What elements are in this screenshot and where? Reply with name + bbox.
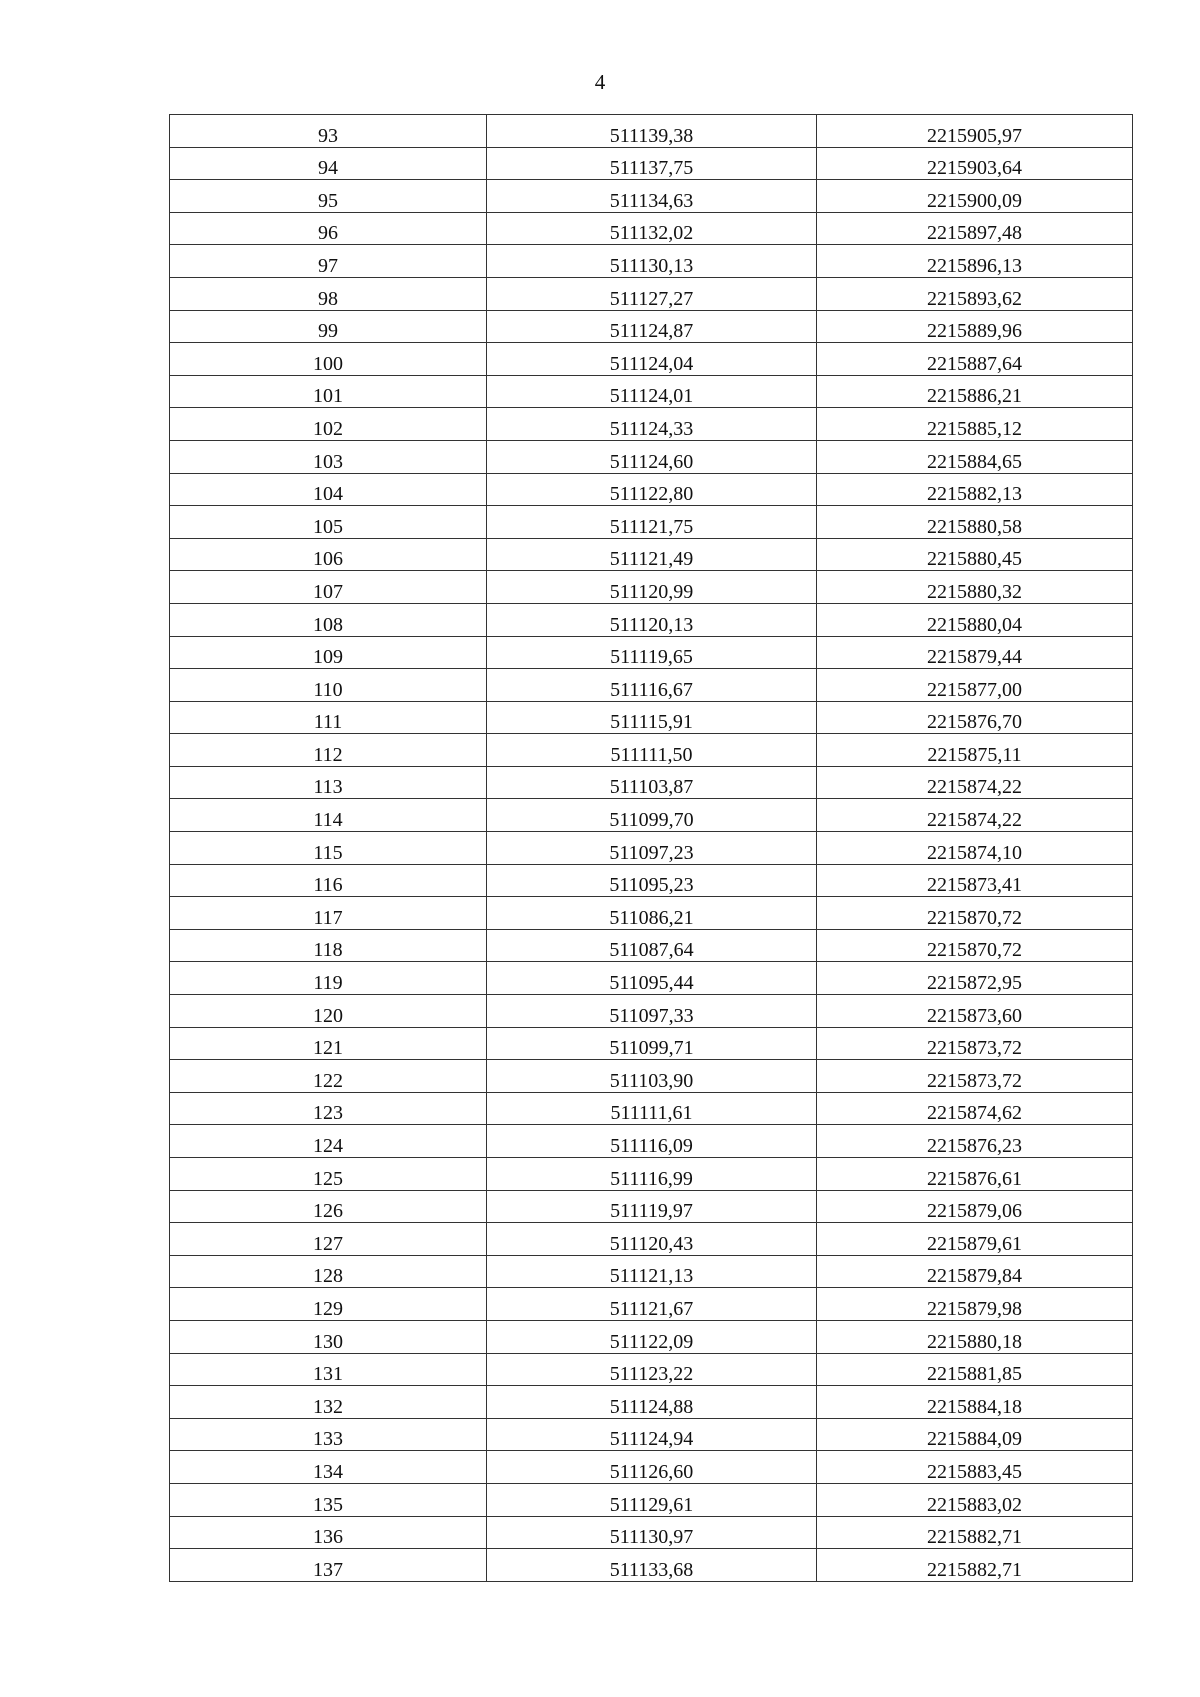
point-number-cell: 103 [170,440,487,473]
y-coordinate-cell: 2215877,00 [817,669,1133,702]
x-coordinate-cell: 511095,44 [487,962,817,995]
x-coordinate-cell: 511119,97 [487,1190,817,1223]
x-coordinate-cell: 511097,33 [487,995,817,1028]
table-row [170,245,1133,278]
table-row [170,636,1133,669]
y-coordinate-cell: 2215881,85 [817,1353,1133,1386]
y-coordinate-cell: 2215882,71 [817,1549,1133,1582]
table-row [170,669,1133,702]
y-coordinate-cell: 2215876,23 [817,1125,1133,1158]
table-row [170,310,1133,343]
x-coordinate-cell: 511130,97 [487,1516,817,1549]
point-number-cell: 125 [170,1158,487,1191]
x-coordinate-cell: 511124,33 [487,408,817,441]
y-coordinate-cell: 2215880,45 [817,538,1133,571]
y-coordinate-cell: 2215879,06 [817,1190,1133,1223]
point-number-cell: 134 [170,1451,487,1484]
y-coordinate-cell: 2215884,65 [817,440,1133,473]
x-coordinate-cell: 511095,23 [487,864,817,897]
y-coordinate-cell: 2215873,41 [817,864,1133,897]
x-coordinate-cell: 511139,38 [487,115,817,148]
y-coordinate-cell: 2215876,61 [817,1158,1133,1191]
x-coordinate-cell: 511124,04 [487,343,817,376]
x-coordinate-cell: 511120,43 [487,1223,817,1256]
y-coordinate-cell: 2215874,22 [817,766,1133,799]
x-coordinate-cell: 511119,65 [487,636,817,669]
table-row [170,571,1133,604]
point-number-cell: 102 [170,408,487,441]
point-number-cell: 97 [170,245,487,278]
table-row [170,603,1133,636]
table-row [170,1092,1133,1125]
x-coordinate-cell: 511086,21 [487,897,817,930]
table-row [170,147,1133,180]
y-coordinate-cell: 2215885,12 [817,408,1133,441]
y-coordinate-cell: 2215889,96 [817,310,1133,343]
table-row [170,766,1133,799]
y-coordinate-cell: 2215882,13 [817,473,1133,506]
y-coordinate-cell: 2215873,60 [817,995,1133,1028]
point-number-cell: 132 [170,1386,487,1419]
point-number-cell: 105 [170,506,487,539]
x-coordinate-cell: 511124,60 [487,440,817,473]
y-coordinate-cell: 2215879,61 [817,1223,1133,1256]
point-number-cell: 136 [170,1516,487,1549]
x-coordinate-cell: 511111,61 [487,1092,817,1125]
table-row [170,1125,1133,1158]
table-row [170,506,1133,539]
coordinates-table [169,114,1133,1582]
x-coordinate-cell: 511116,09 [487,1125,817,1158]
y-coordinate-cell: 2215883,45 [817,1451,1133,1484]
table-row [170,1027,1133,1060]
x-coordinate-cell: 511122,09 [487,1320,817,1353]
point-number-cell: 121 [170,1027,487,1060]
table-row [170,1288,1133,1321]
table-row [170,1223,1133,1256]
y-coordinate-cell: 2215884,09 [817,1418,1133,1451]
point-number-cell: 98 [170,277,487,310]
x-coordinate-cell: 511115,91 [487,701,817,734]
point-number-cell: 126 [170,1190,487,1223]
point-number-cell: 107 [170,571,487,604]
point-number-cell: 135 [170,1483,487,1516]
x-coordinate-cell: 511121,75 [487,506,817,539]
point-number-cell: 111 [170,701,487,734]
point-number-cell: 94 [170,147,487,180]
y-coordinate-cell: 2215876,70 [817,701,1133,734]
x-coordinate-cell: 511124,87 [487,310,817,343]
x-coordinate-cell: 511097,23 [487,832,817,865]
x-coordinate-cell: 511121,13 [487,1255,817,1288]
point-number-cell: 109 [170,636,487,669]
y-coordinate-cell: 2215893,62 [817,277,1133,310]
table-row [170,799,1133,832]
y-coordinate-cell: 2215880,18 [817,1320,1133,1353]
table-row [170,1386,1133,1419]
y-coordinate-cell: 2215874,22 [817,799,1133,832]
table-row [170,1483,1133,1516]
x-coordinate-cell: 511099,70 [487,799,817,832]
y-coordinate-cell: 2215882,71 [817,1516,1133,1549]
table-row [170,734,1133,767]
table-row [170,1060,1133,1093]
table-row [170,897,1133,930]
coordinates-table-body [170,115,1133,1582]
point-number-cell: 100 [170,343,487,376]
y-coordinate-cell: 2215880,32 [817,571,1133,604]
point-number-cell: 127 [170,1223,487,1256]
y-coordinate-cell: 2215870,72 [817,897,1133,930]
x-coordinate-cell: 511137,75 [487,147,817,180]
x-coordinate-cell: 511099,71 [487,1027,817,1060]
table-row [170,212,1133,245]
y-coordinate-cell: 2215879,44 [817,636,1133,669]
point-number-cell: 101 [170,375,487,408]
x-coordinate-cell: 511133,68 [487,1549,817,1582]
y-coordinate-cell: 2215872,95 [817,962,1133,995]
x-coordinate-cell: 511129,61 [487,1483,817,1516]
x-coordinate-cell: 511116,67 [487,669,817,702]
point-number-cell: 99 [170,310,487,343]
point-number-cell: 133 [170,1418,487,1451]
y-coordinate-cell: 2215887,64 [817,343,1133,376]
point-number-cell: 108 [170,603,487,636]
y-coordinate-cell: 2215873,72 [817,1027,1133,1060]
table-row [170,929,1133,962]
table-row [170,408,1133,441]
x-coordinate-cell: 511124,88 [487,1386,817,1419]
table-row [170,473,1133,506]
point-number-cell: 93 [170,115,487,148]
table-row [170,995,1133,1028]
x-coordinate-cell: 511126,60 [487,1451,817,1484]
x-coordinate-cell: 511116,99 [487,1158,817,1191]
point-number-cell: 115 [170,832,487,865]
table-row [170,180,1133,213]
table-row [170,962,1133,995]
point-number-cell: 116 [170,864,487,897]
point-number-cell: 112 [170,734,487,767]
y-coordinate-cell: 2215900,09 [817,180,1133,213]
point-number-cell: 129 [170,1288,487,1321]
table-row [170,1158,1133,1191]
x-coordinate-cell: 511127,27 [487,277,817,310]
y-coordinate-cell: 2215880,58 [817,506,1133,539]
point-number-cell: 104 [170,473,487,506]
point-number-cell: 130 [170,1320,487,1353]
point-number-cell: 137 [170,1549,487,1582]
y-coordinate-cell: 2215874,62 [817,1092,1133,1125]
x-coordinate-cell: 511121,67 [487,1288,817,1321]
y-coordinate-cell: 2215905,97 [817,115,1133,148]
table-row [170,375,1133,408]
x-coordinate-cell: 511120,13 [487,603,817,636]
table-row [170,1451,1133,1484]
y-coordinate-cell: 2215880,04 [817,603,1133,636]
table-row [170,1418,1133,1451]
x-coordinate-cell: 511124,01 [487,375,817,408]
point-number-cell: 110 [170,669,487,702]
x-coordinate-cell: 511103,90 [487,1060,817,1093]
x-coordinate-cell: 511087,64 [487,929,817,962]
x-coordinate-cell: 511134,63 [487,180,817,213]
table-row [170,277,1133,310]
x-coordinate-cell: 511120,99 [487,571,817,604]
point-number-cell: 131 [170,1353,487,1386]
table-row [170,1255,1133,1288]
x-coordinate-cell: 511130,13 [487,245,817,278]
table-row [170,1320,1133,1353]
point-number-cell: 117 [170,897,487,930]
x-coordinate-cell: 511123,22 [487,1353,817,1386]
point-number-cell: 96 [170,212,487,245]
y-coordinate-cell: 2215903,64 [817,147,1133,180]
point-number-cell: 124 [170,1125,487,1158]
point-number-cell: 120 [170,995,487,1028]
x-coordinate-cell: 511111,50 [487,734,817,767]
table-row [170,864,1133,897]
table-row [170,701,1133,734]
table-row [170,440,1133,473]
x-coordinate-cell: 511122,80 [487,473,817,506]
point-number-cell: 128 [170,1255,487,1288]
x-coordinate-cell: 511121,49 [487,538,817,571]
page-number: 4 [594,70,606,94]
point-number-cell: 118 [170,929,487,962]
table-row [170,832,1133,865]
point-number-cell: 113 [170,766,487,799]
y-coordinate-cell: 2215870,72 [817,929,1133,962]
point-number-cell: 114 [170,799,487,832]
y-coordinate-cell: 2215883,02 [817,1483,1133,1516]
point-number-cell: 123 [170,1092,487,1125]
y-coordinate-cell: 2215879,98 [817,1288,1133,1321]
table-row [170,115,1133,148]
x-coordinate-cell: 511103,87 [487,766,817,799]
x-coordinate-cell: 511124,94 [487,1418,817,1451]
point-number-cell: 106 [170,538,487,571]
y-coordinate-cell: 2215884,18 [817,1386,1133,1419]
y-coordinate-cell: 2215873,72 [817,1060,1133,1093]
table-row [170,343,1133,376]
x-coordinate-cell: 511132,02 [487,212,817,245]
y-coordinate-cell: 2215875,11 [817,734,1133,767]
y-coordinate-cell: 2215886,21 [817,375,1133,408]
table-row [170,1549,1133,1582]
y-coordinate-cell: 2215896,13 [817,245,1133,278]
point-number-cell: 122 [170,1060,487,1093]
y-coordinate-cell: 2215874,10 [817,832,1133,865]
table-row [170,1353,1133,1386]
table-row [170,1516,1133,1549]
point-number-cell: 119 [170,962,487,995]
point-number-cell: 95 [170,180,487,213]
y-coordinate-cell: 2215879,84 [817,1255,1133,1288]
y-coordinate-cell: 2215897,48 [817,212,1133,245]
table-row [170,538,1133,571]
table-row [170,1190,1133,1223]
